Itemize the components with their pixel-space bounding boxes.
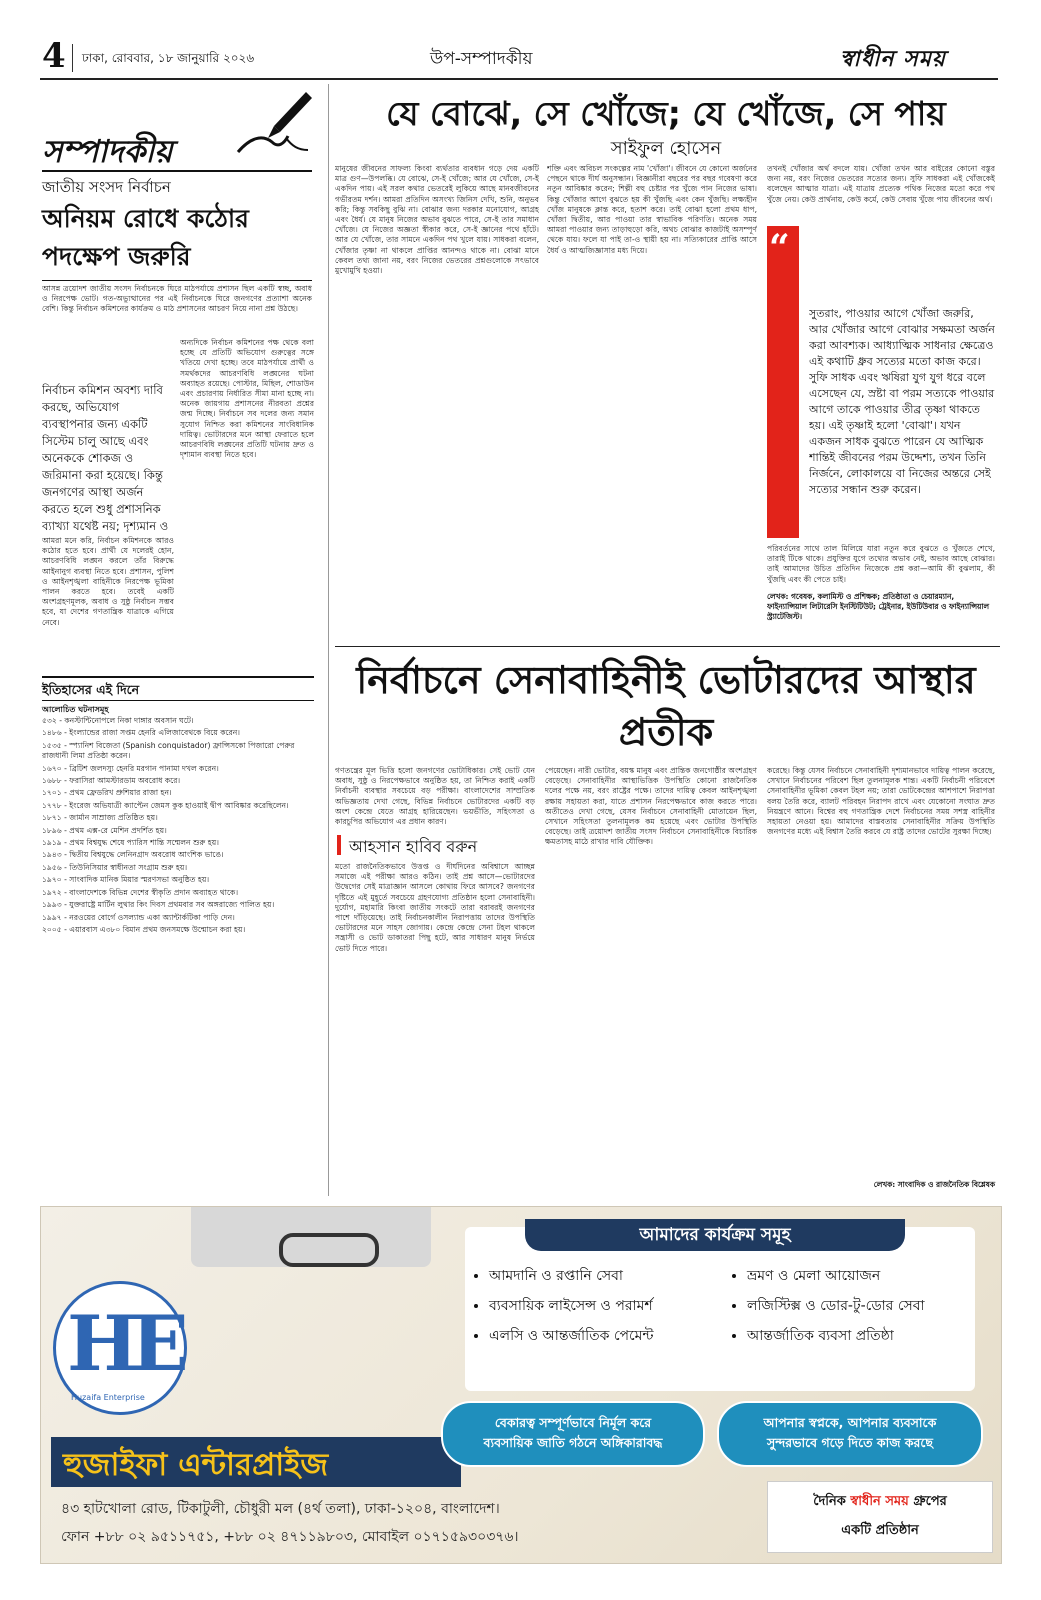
history-item: ১৯৯৭ - নরওয়ের বোর্গে ওসল্যান্ড একা অ্যান্টার্কটিকা পাড়ি দেন। [42, 912, 235, 922]
quote-bar [767, 226, 799, 538]
advertisement[interactable] [40, 1206, 1002, 1564]
article-2-col3: করেছে। কিন্তু যেসব নির্বাচনে সেনাবাহিনী দৃশ্যমানভাবে দায়িত্ব পালন করেছে, সেখানে নির্বাচনের পরিবেশ ছিল তুলনামূলক শান্ত। একটি নির্বাচনী পরিবেশে সেনাবাহিনীর ভূমিকা কেবল টহল নয়; তারা ভোটকেন্দ্রের আশপাশে নিরাপত্তা বলয় তৈরি করে, ব্যালট পরিবহন নিরাপদ রাখে এবং যেকোনো সংঘাত দ্রুত নিয়ন্ত্রণে আনে। বিশ্বের বহু গণতান্ত্রিক দেশে নির্বাচনের সময় সশস্ত্র বাহিনীর সহায়তা নেওয়া হয়। আমাদের বাস্তবতায় সেনাবাহিনীর সক্রিয় উপস্থিতি জনগণের মধ্যে এই বিশ্বাস তৈরি করবে যে রাষ্ট্র তাদের ভোটের সুরক্ষা দিচ্ছে। [767, 766, 995, 837]
history-item: ১৯৫৬ - তিউনিসিয়ার স্বাধীনতা সংগ্রাম শুরু হয়। [42, 862, 188, 872]
editorial-kicker: জাতীয় সংসদ নির্বাচন [42, 178, 171, 196]
article-2-col2: পেয়েছেন। নারী ভোটার, বয়স্ক মানুষ এবং প্রান্তিক জনগোষ্ঠীর অংশগ্রহণ বেড়েছে। সেনাবাহিনীর আস্থাভিত্তিক উপস্থিতি কোনো রাজনৈতিক দলের পক্ষে নয়, বরং রাষ্ট্রের পক্ষে। তাদের দায়িত্ব কেবল আইনশৃঙ্খলা রক্ষায় সহায়তা করা, যাতে প্রশাসন নিরপেক্ষভাবে কাজ করতে পারে। অতীতেও দেখা গেছে, যেসব নির্বাচনে সেনাবাহিনী মোতায়েন ছিল, সেখানে সহিংসতা তুলনামূলক কম হয়েছে এবং ভোটার উপস্থিতি বেড়েছে। তাই ত্রয়োদশ জাতীয় সংসদ নির্বাচনে সেনাবাহিনীকে বিচারিক ক্ষমতাসহ মাঠে রাখার দাবি যৌক্তিক। [545, 766, 757, 847]
article-1-quote-box [767, 226, 995, 538]
history-subtitle: আলোচিত ঘটনাসমূহ [42, 705, 109, 714]
history-item: ১৯৪৩ - দ্বিতীয় বিশ্বযুদ্ধে লেনিনগ্রাদ অবরোধ আংশিক ভাঙে। [42, 850, 224, 860]
article-1-quote: সুতরাং, পাওয়ার আগে খোঁজা জরুরি, আর খোঁজার আগে বোঝার সক্ষমতা অর্জন করা আবশ্যক। আধ্যাত্মিক সাধনার ক্ষেত্রেও এই কথাটি ধ্রুব সত্যের মতো কাজ করে। সুফি সাধক এবং ঋষিরা যুগ যুগ ধরে বলে এসেছেন যে, স্রষ্টা বা পরম সত্যকে পাওয়ার আগে তাকে পাওয়ার তীব্র তৃষ্ণা থাকতে হয়। এই তৃষ্ণাই হলো 'বোঝা'। যখন একজন সাধক বুঝতে পারেন যে আত্মিক শান্তিই জীবনের পরম উদ্দেশ্য, তখন তিনি নির্জনে, লোকালয়ে বা নিজের অন্তরে সেই সত্যের সন্ধান শুরু করেন। [809, 307, 995, 496]
editorial-pull-quote: নির্বাচন কমিশন অবশ্য দাবি করছে, অভিযোগ ব্যবস্থাপনার জন্য একটি সিস্টেম চালু আছে এবং অনেককে শোকজ ও জরিমানা করা হয়েছে। কিন্তু জনগণের আস্থা অর্জন করতে হলে শুধু প্রশাসনিক ব্যাখ্যা যথেষ্ট নয়; দৃশ্যমান ও [42, 383, 169, 532]
article-1-title: যে বোঝে, সে খোঁজে; যে খোঁজে, সে পায় [386, 94, 946, 133]
company-name: হুজাইফা এন্টারপ্রাইজ [63, 1447, 329, 1483]
group-credit-line1 [768, 1492, 992, 1513]
company-logo [53, 1281, 193, 1431]
history-item: ১৯১৯ - প্রথম বিশ্বযুদ্ধ শেষে প্যারিস শান্তি সম্মেলন শুরু হয়। [42, 838, 219, 848]
article-1-col1: মানুষের জীবনের সাফল্য কিংবা ব্যর্থতার ব্যবধান গড়ে দেয় একটি মাত্র গুণ—উপলব্ধি। যে বোঝে, সে-ই খোঁজে; আর যে খোঁজে, সে-ই একদিন পায়। এই সরল কথার ভেতরেই লুকিয়ে আছে মানবজীবনের গভীরতম দর্শন। আমরা প্রতিদিন অসংখ্য জিনিস দেখি, শুনি, অনুভব করি; কিন্তু সবকিছু বুঝি না। বোঝার জন্য দরকার মনোযোগ, আগ্রহ এবং ধৈর্য। যে মানুষ নিজের অভাব বুঝতে পারে, সে-ই তার সমাধান খোঁজে। যে নিজের অজ্ঞতা স্বীকার করে, সে-ই জ্ঞানের পথে হাঁটে। আর যে খোঁজে, তার সামনে একদিন পথ খুলে যায়। সাধকরা বলেন, খোঁজার তৃষ্ণা না থাকলে প্রাপ্তির আনন্দও থাকে না। বোঝা মানে কেবল তথ্য জানা নয়, বরং নিজের ভেতরের প্রশ্নগুলোকে সৎভাবে মুখোমুখি হওয়া। [335, 164, 539, 276]
editorial-section [40, 84, 320, 674]
article-2-col1: মতো রাজনৈতিকভাবে উত্তপ্ত ও দীর্ঘদিনের অবিশ্বাসে আচ্ছন্ন সমাজে এই পরীক্ষা আরও কঠিন। তাই প্রশ্ন আসে—ভোটারদের উদ্বেগের সেই মাত্রাজ্ঞান আসলে কোথায় ফিরে আসবে? জনগণের দৃষ্টিতে এই মুহূর্তে সবচেয়ে গ্রহণযোগ্য প্রতিষ্ঠান হলো সেনাবাহিনী। দুর্যোগ, মহামারি কিংবা জাতীয় সংকটে তারা বরাবরই জনগণের পাশে দাঁড়িয়েছে। তাই নির্বাচনকালীন নিরাপত্তায় তাদের উপস্থিতি ভোটারদের মনে সাহস জোগায়। কেন্দ্রে কেন্দ্রে সেনা টহল থাকলে সন্ত্রাসী ও ভোট ডাকাতরা পিছু হটে, আর সাধারণ মানুষ নির্ভয়ে ভোট দিতে পারে। [335, 862, 535, 953]
group-brand: স্বাধীন সময় [850, 1494, 909, 1509]
service-item: • আমদানি ও রপ্তানি সেবা [489, 1261, 739, 1291]
article-2-title-text: নির্বাচনে সেনাবাহিনীই ভোটারদের আস্থার প্রতীক [356, 658, 976, 754]
article-2-title [335, 654, 997, 758]
pill-right [717, 1401, 983, 1467]
services-title: আমাদের কার্যক্রম সমূহ [639, 1225, 791, 1245]
service-item: • ভ্রমণ ও মেলা আয়োজন [747, 1261, 997, 1291]
history-item: ১৯৭২ - বাংলাদেশকে বিভিন্ন দেশের স্বীকৃতি প্রদান অব্যাহত থাকে। [42, 887, 239, 897]
quote-mark-icon: “ [769, 227, 790, 269]
history-item: ১৯৯৩ - যুক্তরাষ্ট্রে মার্টিন লুথার কিং দিবস প্রথমবার সব অঙ্গরাজ্যে পালিত হয়। [42, 900, 275, 910]
page-number: 4 [42, 36, 66, 76]
logo-letters: HE [67, 1299, 181, 1388]
history-item: ১৫৩৫ - স্প্যানিশ বিজেতা (Spanish conquistador) ফ্রান্সিসকো পিজারো পেরুর রাজধানী লিমা প্রতিষ্ঠা করেন। [42, 740, 295, 761]
article-2-author: আহসান হাবিব বরুন [349, 837, 478, 856]
article-2-col1-top: গণতন্ত্রের মূল ভিত্তি হলো জনগণের ভোটাধিকার। সেই ভোট যেন অবাধ, সুষ্ঠু ও নিরপেক্ষভাবে অনুষ্ঠিত হয়, তা নিশ্চিত করাই একটি নির্বাচনী ব্যবস্থার সবচেয়ে বড় পরীক্ষা। বাংলাদেশের সাম্প্রতিক অভিজ্ঞতায় দেখা গেছে, বিভিন্ন নির্বাচনে ভোটারদের একটি বড় অংশ কেন্দ্রে যেতে আগ্রহ হারিয়েছেন। ভয়ভীতি, সহিংসতা ও কারচুপির অভিযোগ এর প্রধান কারণ। [335, 766, 535, 827]
page-header [40, 36, 1000, 76]
dateline: ঢাকা, রোববার, ১৮ জানুয়ারি ২০২৬ [82, 51, 255, 65]
pill-left-text: বেকারত্ব সম্পূর্ণভাবে নির্মূল করে ব্যবসায়িক জাতি গঠনে অঙ্গিকারাবদ্ধ [483, 1415, 663, 1450]
editorial-headline: অনিয়ম রোধে কঠোর পদক্ষেপ জরুরি [42, 204, 249, 271]
history-item: ১৬৭০ - ব্রিটিশ জলদস্যু হেনরি মরগান পানামা দখল করেন। [42, 763, 219, 773]
editorial-intro: আসন্ন ত্রয়োদশ জাতীয় সংসদ নির্বাচনকে ঘিরে মাঠপর্যায়ে প্রশাসন ছিল একটি স্বচ্ছ, অবাধ ও নিরপেক্ষ ভোট। গত-অভ্যুত্থানের পর এই নির্বাচনকে ঘিরে জনগণের প্রত্যাশা অনেক বেশি। কিন্তু নির্বাচন কমিশনের কার্যক্রম ও মাঠ প্রশাসনের আচরণ নিয়ে নানা প্রশ্ন উঠছে। [42, 284, 312, 314]
article-2 [335, 650, 1000, 1196]
pill-right-text: আপনার স্বপ্নকে, আপনার ব্যবসাকে সুন্দরভাবে গড়ে দিতে কাজ করছে [763, 1415, 937, 1450]
group-credit-line2: একটি প্রতিষ্ঠান [841, 1523, 919, 1538]
history-item: ১৯৭০ - সাংবাদিক মানিক মিয়ার স্মরণসভা অনুষ্ঠিত হয়। [42, 875, 210, 885]
service-item: • লজিস্টিক্স ও ডোর-টু-ডোর সেবা [747, 1291, 997, 1321]
services-title-banner [525, 1219, 905, 1251]
service-item: • ব্যবসায়িক লাইসেন্স ও পরামর্শ [489, 1291, 739, 1321]
ad-address: ৪৩ হাটখোলা রোড, টিকাটুলী, চৌধুরী মল (৪র্থ তলা), ঢাকা-১২০৪, বাংলাদেশ। [61, 1501, 500, 1517]
article-1-author-note: লেখক: গবেষক, কলামিস্ট ও প্রশিক্ষক; প্রতিষ্ঠাতা ও চেয়ারম্যান, ফাইন্যান্সিয়াল লিটারেসি ইনস্টিটিউট; ট্রেইনার, ইউটিউবার ও ফাইন্যান্সিয়াল স্ট্র্যাটেজিস্ট। [767, 592, 990, 621]
history-item: ১৭৭৮ - ইংরেজ অভিযাত্রী ক্যাপ্টেন জেমস কুক হাওয়াই দ্বীপ আবিষ্কার করেছিলেন। [42, 800, 289, 810]
services-right-list [723, 1261, 997, 1351]
history-section [40, 676, 322, 1196]
group-prefix: দৈনিক [813, 1494, 851, 1509]
section-title: উপ-সম্পাদকীয় [430, 49, 533, 69]
article-1-col3-after: পরিবর্তনের সাথে তাল মিলিয়ে যারা নতুন করে বুঝতে ও খুঁজতে শেখে, তারাই টিকে থাকে। প্রযুক্তির যুগে তথ্যের অভাব নেই, অভাব আছে বোঝার। তাই আমাদের উচিত প্রতিদিন নিজেকে প্রশ্ন করা—আমি কী বুঝলাম, কী খুঁজছি এবং কী পেতে চাই। [767, 544, 995, 584]
group-suffix: গ্রুপের [908, 1494, 947, 1509]
editorial-body-right: অন্যদিকে নির্বাচন কমিশনের পক্ষ থেকে বলা হচ্ছে যে প্রতিটি অভিযোগ গুরুত্বের সঙ্গে খতিয়ে দেখা হচ্ছে। তবে মাঠপর্যায়ে প্রার্থী ও সমর্থকদের আচরণবিধি লঙ্ঘনের ঘটনা অব্যাহত রয়েছে। পোস্টার, মিছিল, শোডাউন এবং প্রচারণায় নির্ধারিত সীমা মানা হচ্ছে না। অনেক জায়গায় প্রশাসনের নীরবতা প্রশ্নের জন্ম দিচ্ছে। নির্বাচনে সব দলের জন্য সমান সুযোগ নিশ্চিত করা কমিশনের সাংবিধানিক দায়িত্ব। ভোটারদের মনে আস্থা ফেরাতে হলে আচরণবিধি লঙ্ঘনের প্রতিটি ঘটনায় দ্রুত ও দৃশ্যমান ব্যবস্থা নিতে হবে। [180, 338, 314, 460]
editorial-body-bottom: আমরা মনে করি, নির্বাচন কমিশনকে আরও কঠোর হতে হবে। প্রার্থী যে দলেরই হোন, আচরণবিধি লঙ্ঘন করলে তাঁর বিরুদ্ধে আইনানুগ ব্যবস্থা নিতে হবে। প্রশাসন, পুলিশ ও আইনশৃঙ্খলা বাহিনীকে নিরপেক্ষ ভূমিকা পালন করতে হবে। তবেই একটি অংশগ্রহণমূলক, অবাধ ও সুষ্ঠু নির্বাচন সম্ভব হবে, যা দেশের গণতান্ত্রিক যাত্রাকে এগিয়ে নেবে। [42, 536, 174, 627]
services-box [465, 1227, 975, 1391]
history-list [42, 716, 314, 1186]
ad-phone: ফোন +৮৮ ০২ ৯৫১১৭৫১, +৮৮ ০২ ৪৭১১৯৮০৩, মোবাইল ০১৭১৫৯৩০৩৭৬। [61, 1529, 519, 1545]
pill-left [441, 1401, 705, 1467]
history-item: ১৬৮৮ - ফরাসিরা আমস্টারডাম অবরোধ করে। [42, 776, 181, 786]
article-1-author: সাইফুল হোসেন [610, 138, 722, 159]
article-1 [335, 84, 1000, 644]
glasses-image [279, 1233, 379, 1267]
article-2-byline [335, 832, 535, 858]
history-item: ১৪৮৬ - ইংল্যান্ডের রাজা সপ্তম হেনরি এলিজাবেথকে বিয়ে করেন। [42, 728, 241, 738]
history-item: ১৮৭১ - জার্মান সাম্রাজ্য প্রতিষ্ঠিত হয়। [42, 813, 158, 823]
history-item: ২০০৫ - এয়ারবাস এ৩৮০ বিমান প্রথম জনসমক্ষে উন্মোচন করা হয়। [42, 924, 246, 934]
logo-subtitle: Huzaifa Enterprise [71, 1393, 145, 1402]
history-item: ১৮৯৬ - প্রথম এক্স-রে মেশিন প্রদর্শিত হয়। [42, 825, 167, 835]
article-1-col3-top: তখনই খোঁজার অর্থ বদলে যায়। খোঁজা তখন আর বাইরের কোনো বস্তুর জন্য নয়, বরং নিজের ভেতরের সত্যের জন্য। সুফি সাধকরা এই খোঁজকেই বলেছেন আত্মার যাত্রা। এই যাত্রায় প্রত্যেক পথিক নিজের মতো করে পথ খুঁজে নেয়। কেউ প্রার্থনায়, কেউ কর্মে, কেউ সেবায় খুঁজে পায় জীবনের অর্থ। [767, 164, 995, 204]
masthead-logo: স্বাধীন সময় [840, 47, 946, 72]
history-item: ৫৩২ - কনস্টান্টিনোপলে নিকা দাঙ্গার অবসান ঘটে। [42, 716, 194, 725]
article-2-author-note: লেখক: সাংবাদিক ও রাজনৈতিক বিশ্লেষক [873, 1180, 995, 1189]
article-1-col2: শক্তি এবং অবিচল সংকল্পের নাম 'খোঁজা'। জীবনে যে কোনো অর্জনের পেছনে থাকে দীর্ঘ অনুসন্ধান। বিজ্ঞানীরা বছরের পর বছর গবেষণা করে নতুন আবিষ্কার করেন; শিল্পী বহু চেষ্টার পর খুঁজে পান নিজের ভাষা। কিন্তু খোঁজার আগে বুঝতে হয় কী খুঁজছি এবং কেন খুঁজছি। লক্ষ্যহীন খোঁজ মানুষকে ক্লান্ত করে, হতাশ করে। তাই বোঝা হলো প্রথম ধাপ, খোঁজা দ্বিতীয়, আর পাওয়া তার স্বাভাবিক পরিণতি। অনেক সময় আমরা পাওয়ার জন্য তাড়াহুড়ো করি, অথচ বোঝার কাজটাই অসম্পূর্ণ থেকে যায়। ফলে যা পাই তা-ও স্থায়ী হয় না। সত্যিকারের প্রাপ্তি আসে ধৈর্য ও আত্মজিজ্ঞাসার মধ্য দিয়ে। [547, 164, 757, 255]
history-item: ১৭০১ - প্রথম ফ্রেডরিখ প্রুশিয়ার রাজা হন। [42, 788, 172, 798]
service-item: • আন্তর্জাতিক ব্যবসা প্রতিষ্ঠা [747, 1321, 997, 1351]
pen-icon [228, 86, 314, 166]
services-left-list [461, 1261, 739, 1351]
service-item: • এলসি ও আন্তর্জাতিক পেমেন্ট [489, 1321, 739, 1351]
history-title: ইতিহাসের এই দিনে [42, 682, 140, 697]
company-name-banner [51, 1437, 461, 1487]
group-credit [767, 1481, 993, 1553]
editorial-badge: সম্পাদকীয় [42, 134, 173, 170]
